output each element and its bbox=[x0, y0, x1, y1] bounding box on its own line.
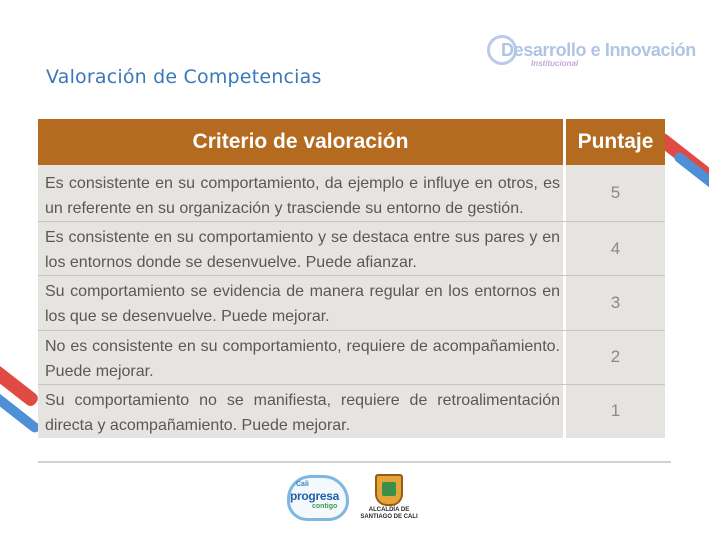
row-3-score: 3 bbox=[610, 293, 621, 312]
logo-name: Desarrollo e Innovación bbox=[501, 40, 696, 60]
row-divider bbox=[38, 384, 665, 385]
footer-divider bbox=[38, 461, 671, 463]
row-1-criterio: Es consistente en su comportamiento, da ejemplo e influye en otros, es un referente en su organización y trasciende su entorno de gestión. bbox=[45, 175, 560, 217]
row-2-score: 4 bbox=[610, 239, 621, 258]
coat-of-arms-icon bbox=[375, 474, 403, 506]
row-1-score: 5 bbox=[610, 183, 621, 202]
row-2-criterio: Es consistente en su comportamiento y se destaca entre sus pares y en los entornos donde se desenvuelve. Puede afianzar. bbox=[45, 229, 560, 271]
header-criterio: Criterio de valoración bbox=[192, 130, 409, 153]
alcaldia-logo bbox=[357, 472, 421, 528]
row-5-criterio: Su comportamiento no se manifiesta, requiere de retroalimentación directa y acompañamiento. Puede mejorar. bbox=[45, 392, 560, 434]
page-title: Valoración de Competencias bbox=[46, 66, 322, 88]
desarrollo-innovacion-logo bbox=[487, 34, 696, 74]
alcaldia-line1: ALCALDÍA DE bbox=[368, 507, 410, 513]
row-divider bbox=[38, 221, 665, 222]
logo-cali-line3: contigo bbox=[312, 503, 338, 510]
row-4-score: 2 bbox=[610, 347, 621, 366]
row-divider bbox=[38, 330, 665, 331]
valoracion-table bbox=[38, 119, 665, 438]
header-puntaje: Puntaje bbox=[577, 130, 654, 153]
column-divider bbox=[563, 119, 566, 438]
logo-subtitle: Institucional bbox=[531, 59, 579, 68]
logo-cali-line1: Cali bbox=[296, 481, 309, 488]
table-header bbox=[38, 119, 665, 165]
row-4-criterio: No es consistente en su comportamiento, requiere de acompañamiento. Puede mejorar. bbox=[45, 338, 560, 380]
row-divider bbox=[38, 275, 665, 276]
alcaldia-text bbox=[357, 507, 421, 521]
row-5-score: 1 bbox=[610, 401, 621, 420]
cali-progresa-logo bbox=[284, 472, 354, 524]
row-3-criterio: Su comportamiento se evidencia de manera regular en los entornos en los que se desenvuelve. Puede mejorar. bbox=[45, 283, 560, 325]
logo-cali-line2: progresa bbox=[290, 489, 339, 503]
alcaldia-line2: SANTIAGO DE CALI bbox=[360, 514, 418, 520]
